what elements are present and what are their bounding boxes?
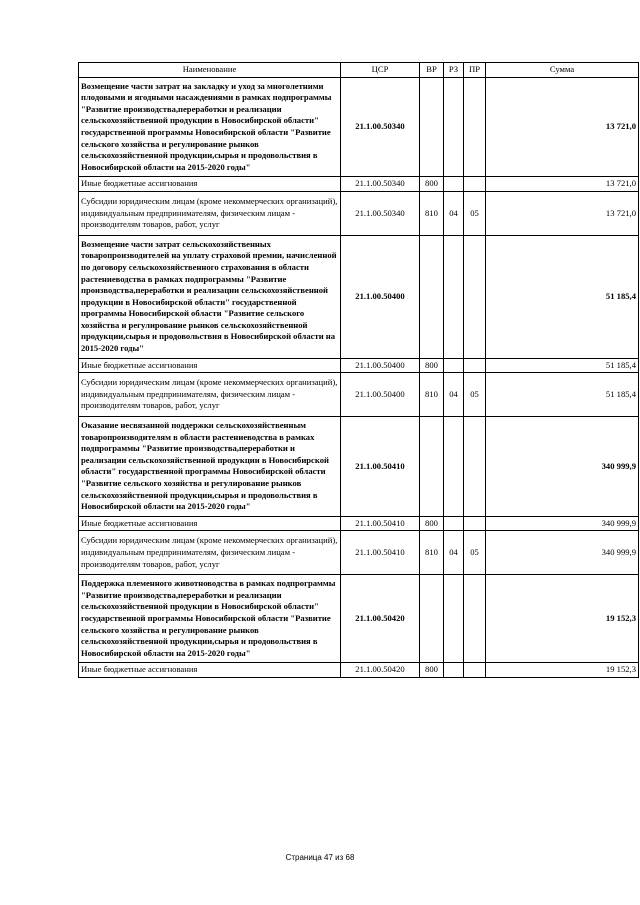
row-sum-cell: 13 721,0 xyxy=(486,77,639,177)
row-sum-cell: 19 152,3 xyxy=(486,663,639,678)
table-body xyxy=(79,77,639,677)
row-vr-cell: 810 xyxy=(420,191,444,235)
row-rz-cell xyxy=(444,417,464,517)
row-sum-cell: 13 721,0 xyxy=(486,177,639,192)
row-csr-cell: 21.1.00.50410 xyxy=(341,531,420,575)
row-name-cell: Оказание несвязанной поддержки сельскохозяйственным товаропроизводителям в области растениеводства в рамках подпрограммы "Развитие производства,переработки и реализации сельскохозяйственной продукции в Новосибирской области" государственной программы Новосибирской области "Развитие сельского хозяйства и регулирование рынков сельскохозяйственной продукции,сырья и продовольствия в Новосибирской области на 2015-2020 годы" xyxy=(79,417,341,517)
header-sum: Сумма xyxy=(486,63,639,78)
row-rz-cell: 04 xyxy=(444,531,464,575)
row-pr-cell: 05 xyxy=(464,191,486,235)
row-rz-cell xyxy=(444,177,464,192)
row-csr-cell: 21.1.00.50420 xyxy=(341,575,420,663)
row-vr-cell xyxy=(420,235,444,358)
header-rz: РЗ xyxy=(444,63,464,78)
row-pr-cell xyxy=(464,77,486,177)
row-rz-cell: 04 xyxy=(444,373,464,417)
table-row xyxy=(79,575,639,663)
header-csr: ЦСР xyxy=(341,63,420,78)
table-row xyxy=(79,77,639,177)
row-csr-cell: 21.1.00.50340 xyxy=(341,177,420,192)
row-rz-cell: 04 xyxy=(444,191,464,235)
row-rz-cell xyxy=(444,516,464,531)
row-csr-cell: 21.1.00.50340 xyxy=(341,77,420,177)
header-vr: ВР xyxy=(420,63,444,78)
table-row xyxy=(79,177,639,192)
row-pr-cell: 05 xyxy=(464,373,486,417)
row-rz-cell xyxy=(444,235,464,358)
row-vr-cell xyxy=(420,77,444,177)
row-name-cell: Иные бюджетные ассигнования xyxy=(79,177,341,192)
row-name-cell: Субсидии юридическим лицам (кроме некоммерческих организаций), индивидуальным предпринимателям, физическим лицам - производителям товаров, работ, услуг xyxy=(79,531,341,575)
row-pr-cell xyxy=(464,516,486,531)
row-vr-cell: 800 xyxy=(420,358,444,373)
row-name-cell: Субсидии юридическим лицам (кроме некоммерческих организаций), индивидуальным предпринимателям, физическим лицам - производителям товаров, работ, услуг xyxy=(79,373,341,417)
row-pr-cell xyxy=(464,417,486,517)
row-csr-cell: 21.1.00.50400 xyxy=(341,235,420,358)
row-vr-cell: 800 xyxy=(420,177,444,192)
row-csr-cell: 21.1.00.50420 xyxy=(341,663,420,678)
table-row xyxy=(79,663,639,678)
row-name-cell: Возмещение части затрат сельскохозяйственных товаропроизводителей на уплату страховой премии, начисленной по договору сельскохозяйственного страхования в области растениеводства в рамках подпрограммы "Развитие производства,переработки и реализации сельскохозяйственной продукции в Новосибирской области" государственной программы Новосибирской области "Развитие сельского хозяйства и регулирование рынков сельскохозяйственной продукции,сырья и продовольствия в Новосибирской области на 2015-2020 годы" xyxy=(79,235,341,358)
row-vr-cell: 810 xyxy=(420,531,444,575)
row-sum-cell: 340 999,9 xyxy=(486,417,639,517)
row-pr-cell xyxy=(464,235,486,358)
row-csr-cell: 21.1.00.50400 xyxy=(341,373,420,417)
row-sum-cell: 340 999,9 xyxy=(486,531,639,575)
row-name-cell: Иные бюджетные ассигнования xyxy=(79,358,341,373)
table-row xyxy=(79,235,639,358)
row-vr-cell: 810 xyxy=(420,373,444,417)
row-sum-cell: 51 185,4 xyxy=(486,358,639,373)
row-sum-cell: 13 721,0 xyxy=(486,191,639,235)
row-pr-cell xyxy=(464,663,486,678)
row-name-cell: Иные бюджетные ассигнования xyxy=(79,663,341,678)
table-header-row xyxy=(79,63,639,78)
row-csr-cell: 21.1.00.50410 xyxy=(341,516,420,531)
row-vr-cell: 800 xyxy=(420,663,444,678)
row-csr-cell: 21.1.00.50410 xyxy=(341,417,420,517)
table-row xyxy=(79,358,639,373)
row-name-cell: Иные бюджетные ассигнования xyxy=(79,516,341,531)
row-csr-cell: 21.1.00.50400 xyxy=(341,358,420,373)
row-pr-cell xyxy=(464,358,486,373)
row-vr-cell xyxy=(420,417,444,517)
row-name-cell: Поддержка племенного животноводства в рамках подпрограммы "Развитие производства,переработки и реализации сельскохозяйственной продукции в Новосибирской области" государственной программы Новосибирской области "Развитие сельского хозяйства и регулирование рынков сельскохозяйственной продукции,сырья и продовольствия в Новосибирской области на 2015-2020 годы" xyxy=(79,575,341,663)
row-sum-cell: 51 185,4 xyxy=(486,235,639,358)
row-vr-cell xyxy=(420,575,444,663)
table-row xyxy=(79,373,639,417)
table-row xyxy=(79,531,639,575)
table-row xyxy=(79,417,639,517)
row-pr-cell: 05 xyxy=(464,531,486,575)
table-row xyxy=(79,191,639,235)
row-vr-cell: 800 xyxy=(420,516,444,531)
header-name: Наименование xyxy=(79,63,341,78)
row-rz-cell xyxy=(444,358,464,373)
row-pr-cell xyxy=(464,575,486,663)
row-name-cell: Субсидии юридическим лицам (кроме некоммерческих организаций), индивидуальным предпринимателям, физическим лицам - производителям товаров, работ, услуг xyxy=(79,191,341,235)
row-csr-cell: 21.1.00.50340 xyxy=(341,191,420,235)
budget-table xyxy=(78,62,639,678)
row-sum-cell: 51 185,4 xyxy=(486,373,639,417)
table-row xyxy=(79,516,639,531)
row-pr-cell xyxy=(464,177,486,192)
row-sum-cell: 19 152,3 xyxy=(486,575,639,663)
row-sum-cell: 340 999,9 xyxy=(486,516,639,531)
header-pr: ПР xyxy=(464,63,486,78)
row-rz-cell xyxy=(444,575,464,663)
row-rz-cell xyxy=(444,663,464,678)
page-number: Страница 47 из 68 xyxy=(285,853,355,862)
row-rz-cell xyxy=(444,77,464,177)
row-name-cell: Возмещение части затрат на закладку и уход за многолетними плодовыми и ягодными насаждениями в рамках подпрограммы "Развитие производства,переработки и реализации сельскохозяйственной продукции в Новосибирской области" государственной программы Новосибирской области "Развитие сельского хозяйства и регулирование рынков сельскохозяйственной продукции,сырья и продовольствия в Новосибирской области на 2015-2020 годы" xyxy=(79,77,341,177)
